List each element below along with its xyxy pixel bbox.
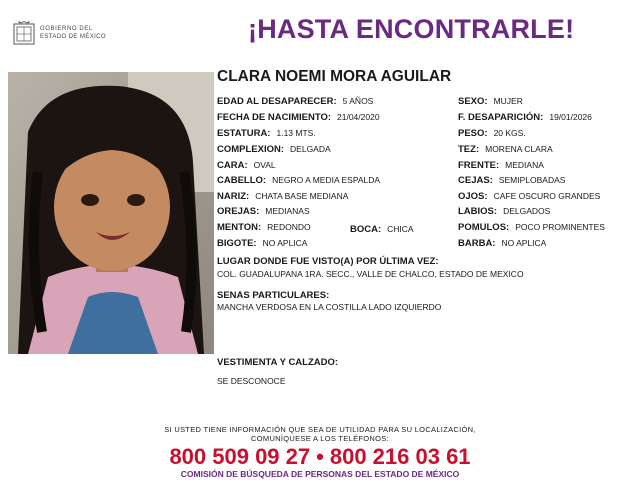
vestimenta-text: SE DESCONOCE <box>217 376 286 386</box>
field-fecha-nacimiento: FECHA DE NACIMIENTO: 21/04/2020 <box>217 112 380 123</box>
vestimenta-title: VESTIMENTA Y CALZADO: <box>217 357 339 368</box>
field-tez: TEZ: MORENA CLARA <box>458 144 553 155</box>
field-complexion: COMPLEXION: DELGADA <box>217 144 331 155</box>
phone-separator: • <box>316 444 324 469</box>
field-barba: BARBA: NO APLICA <box>458 238 547 249</box>
commission-name: COMISIÓN DE BÚSQUEDA DE PERSONAS DEL ESTADO DE MÉXICO <box>180 469 460 479</box>
lugar-text: COL. GUADALUPANA 1RA. SECC., VALLE DE CHALCO, ESTADO DE MEXICO <box>217 269 524 279</box>
phone-1[interactable]: 800 509 09 27 <box>169 444 311 469</box>
field-ojos: OJOS: CAFE OSCURO GRANDES <box>458 191 601 202</box>
field-pomulos: POMULOS: POCO PROMINENTES <box>458 222 605 233</box>
field-f-desaparicion: F. DESAPARICIÓN: 19/01/2026 <box>458 112 592 123</box>
field-nariz: NARIZ: CHATA BASE MEDIANA <box>217 191 349 202</box>
government-logo <box>12 20 124 50</box>
headline: ¡HASTA ENCONTRARLE! <box>248 14 575 44</box>
lugar-title: LUGAR DONDE FUE VISTO(A) POR ÚLTIMA VEZ: <box>217 256 439 267</box>
field-cabello: CABELLO: NEGRO A MEDIA ESPALDA <box>217 175 381 186</box>
field-cejas: CEJAS: SEMIPLOBADAS <box>458 175 566 186</box>
field-orejas: OREJAS: MEDIANAS <box>217 206 310 217</box>
field-sexo: SEXO: MUJER <box>458 96 523 107</box>
field-edad: EDAD AL DESAPARECER: 5 AÑOS <box>217 96 374 107</box>
field-labios: LABIOS: DELGADOS <box>458 206 551 217</box>
phone-numbers <box>0 444 640 470</box>
senas-text: MANCHA VERDOSA EN LA COSTILLA LADO IZQUIERDO <box>217 302 442 312</box>
footer-note-line-1: SI USTED TIENE INFORMACIÓN QUE SEA DE UTILIDAD PARA SU LOCALIZACIÓN, <box>164 425 476 434</box>
person-name: CLARA NOEMI MORA AGUILAR <box>217 68 452 85</box>
gov-line-1: GOBIERNO DEL <box>40 26 93 32</box>
field-estatura: ESTATURA: 1.13 MTS. <box>217 128 316 139</box>
missing-person-photo <box>8 72 214 354</box>
field-cara: CARA: OVAL <box>217 160 276 171</box>
phone-2[interactable]: 800 216 03 61 <box>329 444 471 469</box>
state-seal-icon <box>12 21 36 47</box>
gov-line-2: ESTADO DE MÉXICO <box>40 34 106 40</box>
footer-note-line-2: COMUNÍQUESE A LOS TELÉFONOS: <box>251 434 389 443</box>
field-frente: FRENTE: MEDIANA <box>458 160 544 171</box>
field-peso: PESO: 20 KGS. <box>458 128 526 139</box>
field-bigote: BIGOTE: NO APLICA <box>217 238 308 249</box>
field-boca: BOCA: CHICA <box>350 224 414 235</box>
field-menton: MENTON: REDONDO <box>217 222 311 233</box>
senas-title: SENAS PARTICULARES: <box>217 290 330 301</box>
